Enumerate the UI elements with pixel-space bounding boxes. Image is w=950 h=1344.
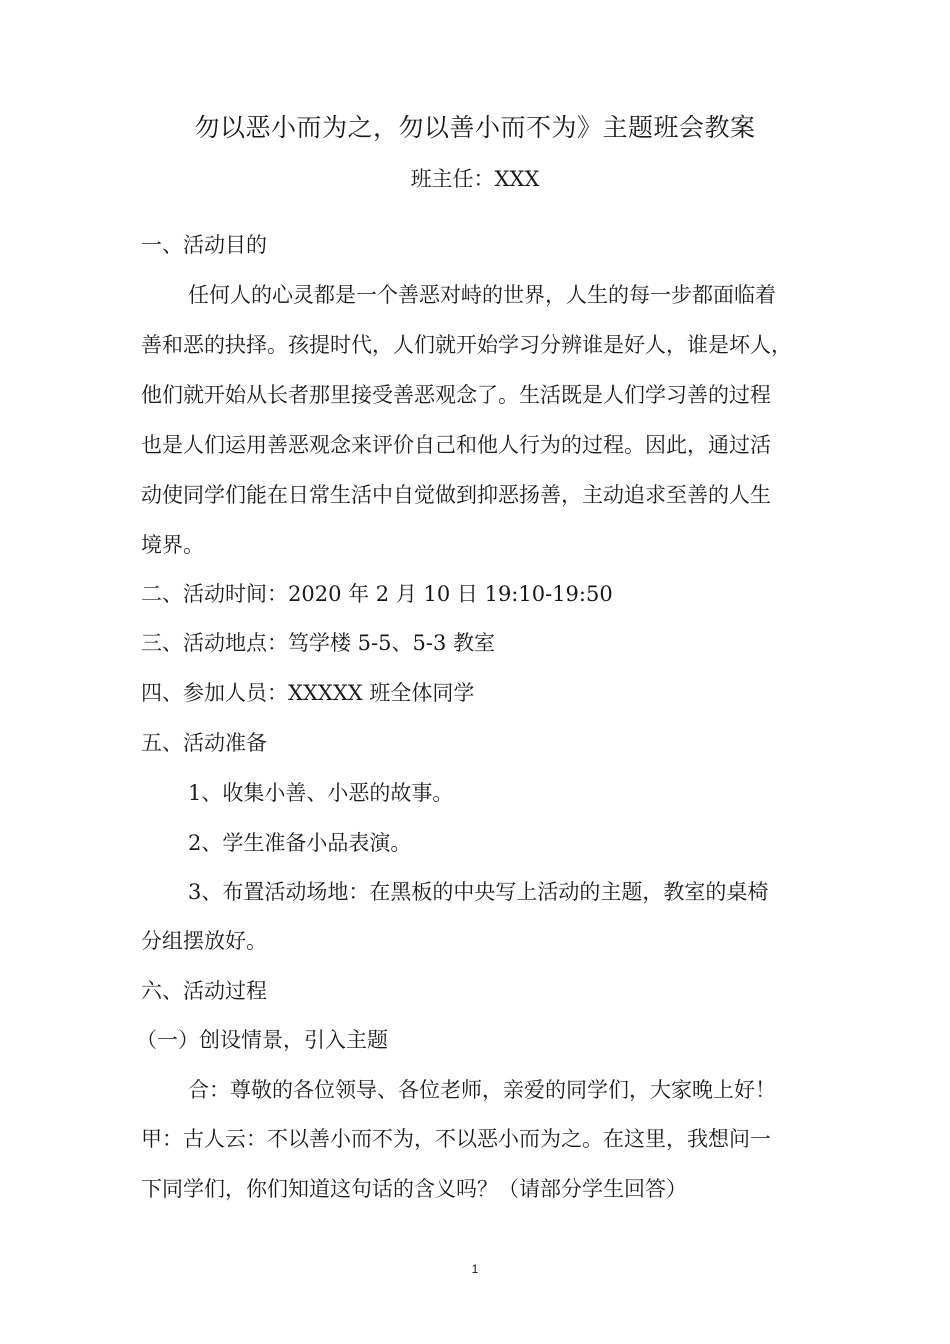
section-heading-time: 二、活动时间：2020 年 2 月 10 日 19:10-19:50 (141, 582, 613, 606)
section-heading-purpose: 一、活动目的 (141, 233, 267, 257)
subsection-heading: （一）创设情景，引入主题 (136, 1028, 388, 1052)
paragraph-line: 境界。 (141, 533, 204, 557)
dialogue-line: 甲：古人云：不以善小而不为，不以恶小而为之。在这里，我想问一 (141, 1127, 771, 1151)
page-number: 1 (471, 1262, 479, 1276)
paragraph-line: 动使同学们能在日常生活中自觉做到抑恶扬善，主动追求至善的人生 (141, 483, 771, 507)
paragraph-line: 也是人们运用善恶观念来评价自己和他人行为的过程。因此，通过活 (141, 433, 771, 457)
paragraph-line: 他们就开始从长者那里接受善恶观念了。生活既是人们学习善的过程 (141, 383, 771, 407)
list-item: 3、布置活动场地：在黑板的中央写上活动的主题，教室的桌椅 (188, 880, 769, 904)
list-item: 2、学生准备小品表演。 (188, 831, 412, 855)
section-heading-process: 六、活动过程 (141, 979, 267, 1003)
section-heading-location: 三、活动地点：笃学楼 5-5、5-3 教室 (141, 631, 495, 655)
paragraph-line: 善和恶的抉择。孩提时代，人们就开始学习分辨谁是好人，谁是坏人， (141, 333, 792, 357)
dialogue-line: 合：尊敬的各位领导、各位老师，亲爱的同学们，大家晚上好！ (188, 1078, 776, 1102)
document-title: 勿以恶小而为之，勿以善小而不为》主题班会教案 (194, 113, 756, 142)
list-item: 1、收集小善、小恶的故事。 (188, 781, 454, 805)
section-heading-participants: 四、参加人员：XXXXX 班全体同学 (141, 681, 475, 705)
paragraph-line: 分组摆放好。 (141, 929, 267, 953)
paragraph-line: 任何人的心灵都是一个善恶对峙的世界，人生的每一步都面临着 (188, 283, 776, 307)
dialogue-line: 下同学们，你们知道这句话的含义吗？（请部分学生回答） (141, 1177, 687, 1201)
document-subtitle: 班主任：XXX (410, 167, 540, 191)
section-heading-preparation: 五、活动准备 (141, 731, 267, 755)
